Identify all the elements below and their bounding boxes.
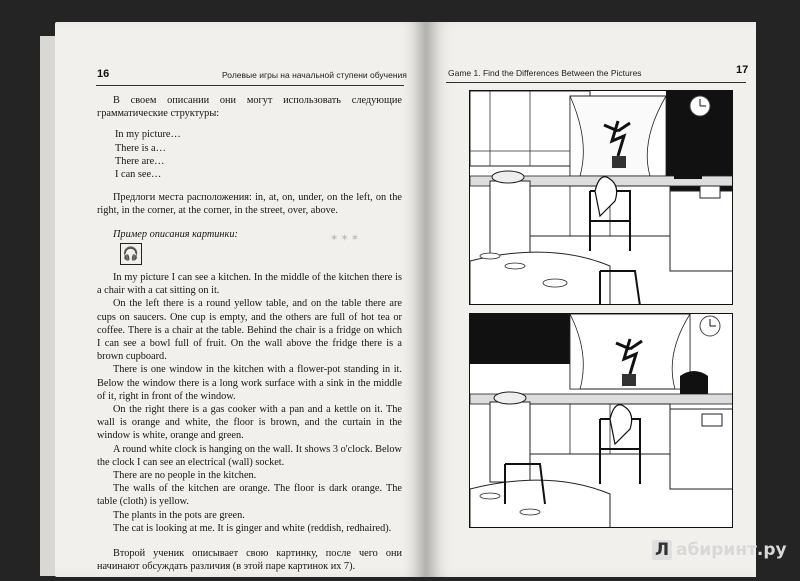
right-running-head: Game 1. Find the Differences Between the Pictures	[448, 68, 642, 78]
intro-paragraph: В своем описании они могут использовать следующие грамматические структуры:	[97, 95, 402, 120]
fridge	[490, 181, 530, 261]
example-paragraph: There is one window in the kitchen with a flower-pot standing in it. Below the window there is a long work surface with a sink in the middle of it, right in front of the window.	[97, 364, 402, 402]
round-table	[470, 252, 610, 305]
decorative-stars: ✶✶✶	[330, 233, 362, 244]
kitchen-picture-2	[469, 313, 733, 528]
watermark-text: абиринт.ру	[676, 540, 787, 560]
example-paragraph: The cat is looking at me. It is ginger and white (reddish, redhaired).	[113, 522, 392, 534]
example-paragraph: In my picture I can see a kitchen. In the middle of the kitchen there is a chair with a cat sitting on it.	[97, 272, 402, 297]
right-header-rule	[446, 82, 746, 83]
cup	[505, 263, 525, 269]
flower-pot	[622, 374, 636, 386]
kitchen-drawing-1	[470, 91, 733, 305]
watermark-logo: Л	[652, 540, 672, 560]
round-table	[470, 480, 610, 528]
left-running-head: Ролевые игры на начальной ступени обучения	[222, 70, 407, 80]
fruit-bowl	[492, 171, 524, 183]
fridge	[490, 402, 530, 482]
closing-paragraph: Второй ученик описывает свою картинку, после чего они начинают обсуждать различия (в этой паре картинок их 7).	[97, 548, 402, 573]
left-page-text-example	[97, 271, 402, 573]
prepositions-paragraph: Предлоги места расположения: in, at, on, under, on the left, on the right, in the corner, at the corner, in the street, over, above.	[97, 192, 402, 217]
kitchen-picture-1	[469, 90, 733, 305]
gas-cooker	[670, 191, 733, 271]
cup	[480, 253, 500, 259]
left-page-text-top	[97, 94, 402, 241]
left-header-rule	[96, 85, 404, 86]
example-paragraph: There are no people in the kitchen.	[113, 470, 257, 482]
structure-item: In my picture…	[115, 129, 181, 141]
cup	[543, 279, 567, 287]
cup	[520, 509, 540, 515]
example-paragraph: On the right there is a gas cooker with a pan and a kettle on it. The wall is orange and white, the floor is brown, and the curtain in the window is white, orange and green.	[97, 404, 402, 442]
cup	[480, 493, 500, 499]
kettle	[674, 156, 702, 179]
right-page-number: 17	[736, 64, 749, 76]
structure-item: There is a…	[115, 142, 166, 154]
left-page-number: 16	[97, 68, 110, 80]
example-paragraph: The walls of the kitchen are orange. The floor is dark orange. The table (cloth) is yellow.	[97, 483, 402, 508]
pan	[700, 186, 720, 198]
fruit-bowl	[494, 392, 526, 404]
example-paragraph: The plants in the pots are green.	[113, 509, 245, 521]
example-heading: Пример описания картинки:	[113, 228, 238, 240]
kettle	[680, 371, 708, 394]
kitchen-drawing-2	[470, 314, 733, 528]
labirint-watermark	[652, 540, 787, 560]
headphones-icon: 🎧	[120, 243, 142, 265]
structure-item: I can see…	[115, 169, 162, 181]
dark-wall-area	[470, 314, 570, 364]
pan	[702, 414, 722, 426]
example-paragraph: On the left there is a round yellow table, and on the table there are cups on saucers. One cup is empty, and the others are full of hot tea or coffee. There is a chair at the table. Behind the chair is a fridge on which I can see a bowl full of fruit. On the wall above the fridge there is a brown cupboard.	[97, 298, 402, 363]
example-paragraph: A round white clock is hanging on the wall. It shows 3 o'clock. Below the clock I can see an electrical (wall) socket.	[97, 443, 402, 468]
structure-item: There are…	[115, 155, 165, 167]
flower-pot	[612, 156, 626, 168]
